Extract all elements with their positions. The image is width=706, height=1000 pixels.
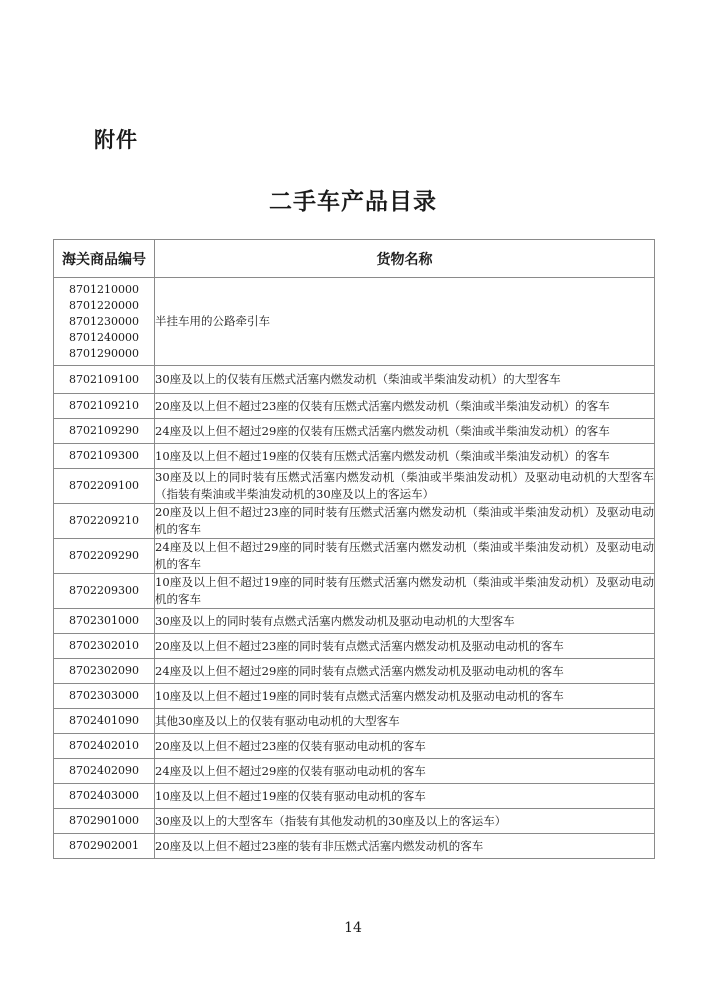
table-row: [54, 834, 655, 859]
customs-code: 8701230000: [69, 314, 139, 328]
customs-code-cell: [54, 709, 155, 734]
customs-code: 8702301000: [69, 614, 139, 627]
table-row: [54, 469, 655, 504]
customs-code: 8702303000: [69, 689, 139, 702]
customs-code-cell: [54, 784, 155, 809]
document-title: 二手车产品目录: [269, 189, 437, 215]
table-row: [54, 394, 655, 419]
table-row: [54, 574, 655, 609]
header-goods-name: 货物名称: [155, 240, 655, 278]
goods-name-cell: 20座及以上但不超过23座的装有非压燃式活塞内燃发动机的客车: [155, 834, 655, 859]
customs-code: 8702403000: [69, 789, 139, 802]
goods-name-cell: 24座及以上但不超过29座的仅装有驱动电动机的客车: [155, 759, 655, 784]
customs-code: 8702302090: [69, 664, 139, 677]
customs-code-cell: [54, 366, 155, 394]
customs-code-cell: [54, 419, 155, 444]
table-header-row: [54, 240, 655, 278]
customs-code: 8702209300: [69, 584, 139, 597]
goods-name-cell: 20座及以上但不超过23座的同时装有压燃式活塞内燃发动机（柴油或半柴油发动机）及驱动电动机的客车: [155, 504, 655, 539]
customs-code: 8702109300: [69, 449, 139, 462]
attachment-label: 附件: [94, 128, 138, 152]
table-row: [54, 759, 655, 784]
table-row: [54, 419, 655, 444]
customs-code-cell: [54, 504, 155, 539]
customs-code: 8701220000: [69, 298, 139, 312]
customs-code-cell: [54, 809, 155, 834]
customs-code: 8702901000: [69, 814, 139, 827]
customs-code: 8702209210: [69, 514, 139, 527]
customs-code-cell: [54, 444, 155, 469]
goods-name-cell: 20座及以上但不超过23座的同时装有点燃式活塞内燃发动机及驱动电动机的客车: [155, 634, 655, 659]
goods-name-cell: 10座及以上但不超过19座的仅装有压燃式活塞内燃发动机（柴油或半柴油发动机）的客车: [155, 444, 655, 469]
page-number: 14: [344, 920, 362, 936]
customs-code: 8702209100: [69, 479, 139, 492]
customs-code: 8702109100: [69, 372, 139, 386]
customs-code-cell: [54, 609, 155, 634]
customs-code-cell: [54, 469, 155, 504]
customs-code: 8702109290: [69, 424, 139, 437]
customs-code: 8702209290: [69, 549, 139, 562]
goods-name-cell: 24座及以上但不超过29座的同时装有压燃式活塞内燃发动机（柴油或半柴油发动机）及驱动电动机的客车: [155, 539, 655, 574]
customs-code-cell: [54, 394, 155, 419]
table-row: [54, 366, 655, 394]
table-row: [54, 504, 655, 539]
table-row: [54, 684, 655, 709]
table-row: [54, 784, 655, 809]
customs-code: 8701210000: [69, 282, 139, 296]
table-row: [54, 709, 655, 734]
table-row: [54, 734, 655, 759]
table-row: [54, 278, 655, 366]
goods-name-cell: 24座及以上但不超过29座的仅装有压燃式活塞内燃发动机（柴油或半柴油发动机）的客车: [155, 419, 655, 444]
goods-name-cell: 10座及以上但不超过19座的同时装有压燃式活塞内燃发动机（柴油或半柴油发动机）及驱动电动机的客车: [155, 574, 655, 609]
goods-name-cell: 10座及以上但不超过19座的同时装有点燃式活塞内燃发动机及驱动电动机的客车: [155, 684, 655, 709]
customs-code: 8702402010: [69, 739, 139, 752]
header-customs-code: 海关商品编号: [54, 240, 155, 278]
goods-name-cell: 其他30座及以上的仅装有驱动电动机的大型客车: [155, 709, 655, 734]
goods-name-cell: 半挂车用的公路牵引车: [155, 278, 655, 366]
customs-code-cell: [54, 734, 155, 759]
customs-code-cell: [54, 634, 155, 659]
table-row: [54, 539, 655, 574]
goods-name-cell: 30座及以上的大型客车（指装有其他发动机的30座及以上的客运车）: [155, 809, 655, 834]
customs-code-cell: [54, 574, 155, 609]
customs-code: 8702109210: [69, 399, 139, 412]
table-row: [54, 809, 655, 834]
goods-name-cell: 20座及以上但不超过23座的仅装有压燃式活塞内燃发动机（柴油或半柴油发动机）的客车: [155, 394, 655, 419]
product-catalog-table: [53, 239, 655, 859]
customs-code: 8702302010: [69, 639, 139, 652]
customs-code-cell: [54, 759, 155, 784]
table-row: [54, 444, 655, 469]
customs-code: 8702401090: [69, 714, 139, 727]
goods-name-cell: 10座及以上但不超过19座的仅装有驱动电动机的客车: [155, 784, 655, 809]
customs-code-cell: [54, 834, 155, 859]
customs-code-cell: [54, 684, 155, 709]
customs-code: 8701240000: [69, 330, 139, 344]
goods-name-cell: 30座及以上的仅装有压燃式活塞内燃发动机（柴油或半柴油发动机）的大型客车: [155, 366, 655, 394]
customs-code-cell: [54, 539, 155, 574]
table-row: [54, 609, 655, 634]
customs-code: 8702902001: [69, 839, 139, 852]
customs-code: 8702402090: [69, 764, 139, 777]
goods-name-cell: 30座及以上的同时装有压燃式活塞内燃发动机（柴油或半柴油发动机）及驱动电动机的大型客车（指装有柴油或半柴油发动机的30座及以上的客运车）: [155, 469, 655, 504]
customs-code-cell: [54, 278, 155, 366]
goods-name-cell: 24座及以上但不超过29座的同时装有点燃式活塞内燃发动机及驱动电动机的客车: [155, 659, 655, 684]
goods-name-cell: 20座及以上但不超过23座的仅装有驱动电动机的客车: [155, 734, 655, 759]
table-row: [54, 659, 655, 684]
table-row: [54, 634, 655, 659]
customs-code: 8701290000: [69, 346, 139, 360]
goods-name-cell: 30座及以上的同时装有点燃式活塞内燃发动机及驱动电动机的大型客车: [155, 609, 655, 634]
customs-code-cell: [54, 659, 155, 684]
